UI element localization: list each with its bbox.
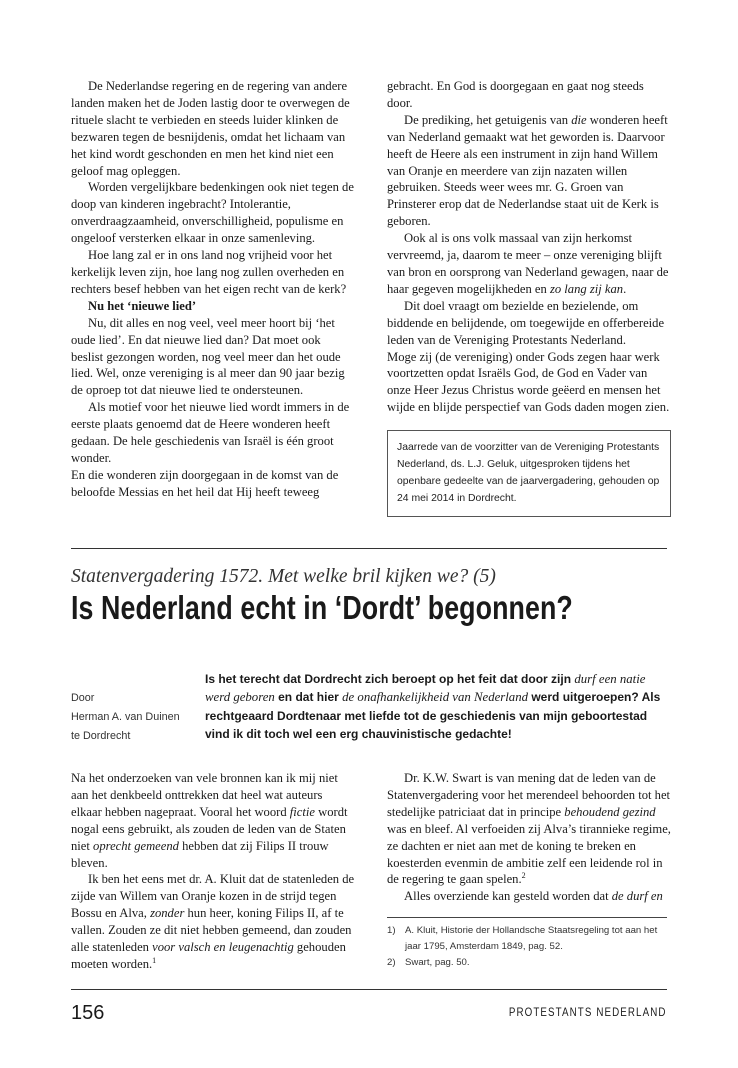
footnote-divider <box>387 917 667 918</box>
paragraph: Worden vergelijkbare bedenkingen ook niet tegen de doop van kinderen ingebracht? Intolerantie, onverdraagzaamheid, onverschilligheid, populisme en ongeloof versterken elkaar in onze samenleving. <box>71 180 354 246</box>
footnote-ref: 1 <box>152 955 157 965</box>
section-divider <box>71 548 667 549</box>
italic-text: die <box>571 112 587 127</box>
article-headline: Is Nederland echt in ‘Dordt’ begonnen? <box>71 590 573 627</box>
paragraph: Nu, dit alles en nog veel, veel meer hoort bij ‘het oude lied’. En dat nieuwe lied dan? Dat moet ook beslist gezongen worden, nog veel meer dan het oude lied. Wel, onze vereniging is al meer dan 90 jaar bezig de oproep tot dat nieuwe lied te ondersteunen. <box>71 315 345 398</box>
series-title: Statenvergadering 1572. Met welke bril kijken we? (5) <box>71 566 496 587</box>
italic-text: fictie <box>289 804 315 819</box>
byline-author: Herman A. van Duinen <box>71 711 180 723</box>
text-run: hun heer, koning Filips II, af te vallen. Zouden ze dit niet hebben gemeend, dan zouden alle statenleden <box>71 906 352 955</box>
paragraph: Als motief voor het nieuwe lied wordt immers in de eerste plaats genoemd dat de Heere wonderen heeft gedaan. De hele geschiedenis van Israël is één groot wonder. <box>71 400 350 465</box>
italic-text: behoudend gezind <box>564 804 656 819</box>
section-subheading: Nu het ‘nieuwe lied’ <box>88 298 197 313</box>
text-run: Is het terecht dat Dordrecht zich beroept op het feit dat door zijn <box>205 672 575 686</box>
italic-text: de onafhankelijkheid van Nederland <box>342 690 529 705</box>
page-number: 156 <box>71 1002 105 1024</box>
text-run: was en bleef. Al verfoeiden zij Alva’s tirannieke regime, ze dachten er niet aan met de koning te breken en koesterden evenmin de ambitie zelf een leidende rol in de regering te gaan spelen. <box>387 821 671 887</box>
footer-divider <box>71 989 667 990</box>
paragraph <box>71 770 355 871</box>
text-run: Alles overziende kan gesteld worden dat <box>404 889 612 904</box>
paragraph <box>71 871 355 972</box>
article-lead <box>205 670 673 744</box>
footnote-ref: 2 <box>521 871 526 881</box>
text-run: . <box>623 281 627 296</box>
italic-text: durf een natie werd geboren <box>205 672 646 705</box>
top-left-column <box>71 78 355 501</box>
footnote <box>387 955 667 971</box>
footnote-text: Swart, pag. 50. <box>405 957 470 968</box>
text-run: De prediking, het getuigenis van <box>404 112 572 127</box>
byline-line: Door <box>71 692 95 704</box>
italic-text: de durf en <box>611 889 663 904</box>
italic-text: zo lang zij kan <box>549 281 624 296</box>
journal-name: PROTESTANTS NEDERLAND <box>509 1007 667 1019</box>
text-run: werd uitgeroepen? Als rechtgeaard Dordtenaar met liefde tot de geschiedenis van mijn geboortestad vind ik dit toch wel een erg chauvinistische gedachte! <box>205 690 661 742</box>
footnotes <box>387 923 667 971</box>
text-run: Ook al is ons volk massaal van zijn herkomst vervreemd, ja, daarom te meer – onze vereniging blijft van bron en oorsprong van Nederland gewagen, naar de haar gegeven mogelijkheden en <box>387 231 669 296</box>
paragraph: Hoe lang zal er in ons land nog vrijheid voor het kerkelijk leven zijn, hoe lang nog zullen overheden en rechters besef hebben van het eigen recht van de kerk? <box>71 248 347 296</box>
text-run: en dat hier <box>274 690 343 705</box>
paragraph <box>387 230 671 298</box>
paragraph: De Nederlandse regering en de regering van andere landen maken het de Joden lastig door te overwegen de rituele slacht te verbieden en steeds luider klinken de bezwaren tegen de besnijdenis, omdat het lichaam van het kind wordt geschonden en men het kind niet een geloof mag opleggen. <box>71 79 350 178</box>
footnote-text: A. Kluit, Historie der Hollandsche Staatsregeling tot aan het jaar 1795, Amsterdam 1849, pag. 52. <box>405 925 658 952</box>
text-run: Dr. K.W. Swart is van mening dat de leden van de Statenvergadering voor het merendeel behoorden tot het stedelijke patriciaat dat in principe <box>387 771 671 819</box>
paragraph <box>387 770 671 888</box>
italic-text: oprecht gemeend <box>93 838 179 853</box>
italic-text: zonder <box>150 906 185 921</box>
byline-line: te Dordrecht <box>71 730 131 742</box>
paragraph: Moge zij (de vereniging) onder Gods zegen haar werk voortzetten opdat Israëls God, de God en Vader van onze Heer Jezus Christus worde geëerd en mensen het wijde en blijde perspectief van Gods daden mogen zien. <box>387 349 670 415</box>
bottom-left-column <box>71 770 355 973</box>
paragraph: gebracht. En God is doorgegaan en gaat nog steeds door. <box>387 79 644 110</box>
bottom-right-column <box>387 770 671 905</box>
top-right-column <box>387 78 671 416</box>
paragraph: En die wonderen zijn doorgegaan in de komst van de beloofde Messias en het heil dat Hij heeft teweeg <box>71 467 339 499</box>
text-run: wonderen heeft van Nederland gemaakt wat het geworden is. Daarvoor heeft de Heere als een instrument in zijn hand Willem van Oranje en meerdere van zijn nazaten willen gebruiken. Steeds weer wees mr. G. Groen van Prinsterer erop dat de Nederlandse staat uit de Kerk is geboren. <box>387 112 668 229</box>
paragraph <box>387 888 671 905</box>
text-run: wordt nogal eens gebruikt, als zouden de leden van de Staten niet <box>71 804 348 853</box>
text-run: gehouden moeten worden. <box>71 940 346 971</box>
byline <box>71 689 180 746</box>
speech-note-box: Jaarrede van de voorzitter van de Vereniging Protestants Nederland, ds. L.J. Geluk, uitgesproken tijdens het openbare gedeelte van de jaarvergadering, gehouden op 24 mei 2014 in Dordrecht. <box>387 430 671 517</box>
text-run: hebben dat zij Filips II trouw bleven. <box>71 838 329 870</box>
paragraph: Dit doel vraagt om bezielde en bezielende, om biddende en belijdende, om toegewijde en offerbereide leden van de Vereniging Protestants Nederland. <box>387 298 665 347</box>
paragraph <box>387 112 671 230</box>
footnote-number: 1) <box>387 925 396 936</box>
footnote-number: 2) <box>387 957 396 968</box>
text-run: Ik ben het eens met dr. A. Kluit dat de statenleden de zijde van Willem van Oranje kozen in de strijd tegen Bossu en Alva, <box>71 872 355 921</box>
italic-text: voor valsch en leugenachtig <box>152 940 294 955</box>
text-run: Na het onderzoeken van vele bronnen kan ik mij niet aan het denkbeeld onttrekken dat heel wat auteurs elkaar hebben nagepraat. Vooral het woord <box>71 771 338 819</box>
footnote <box>387 923 667 955</box>
